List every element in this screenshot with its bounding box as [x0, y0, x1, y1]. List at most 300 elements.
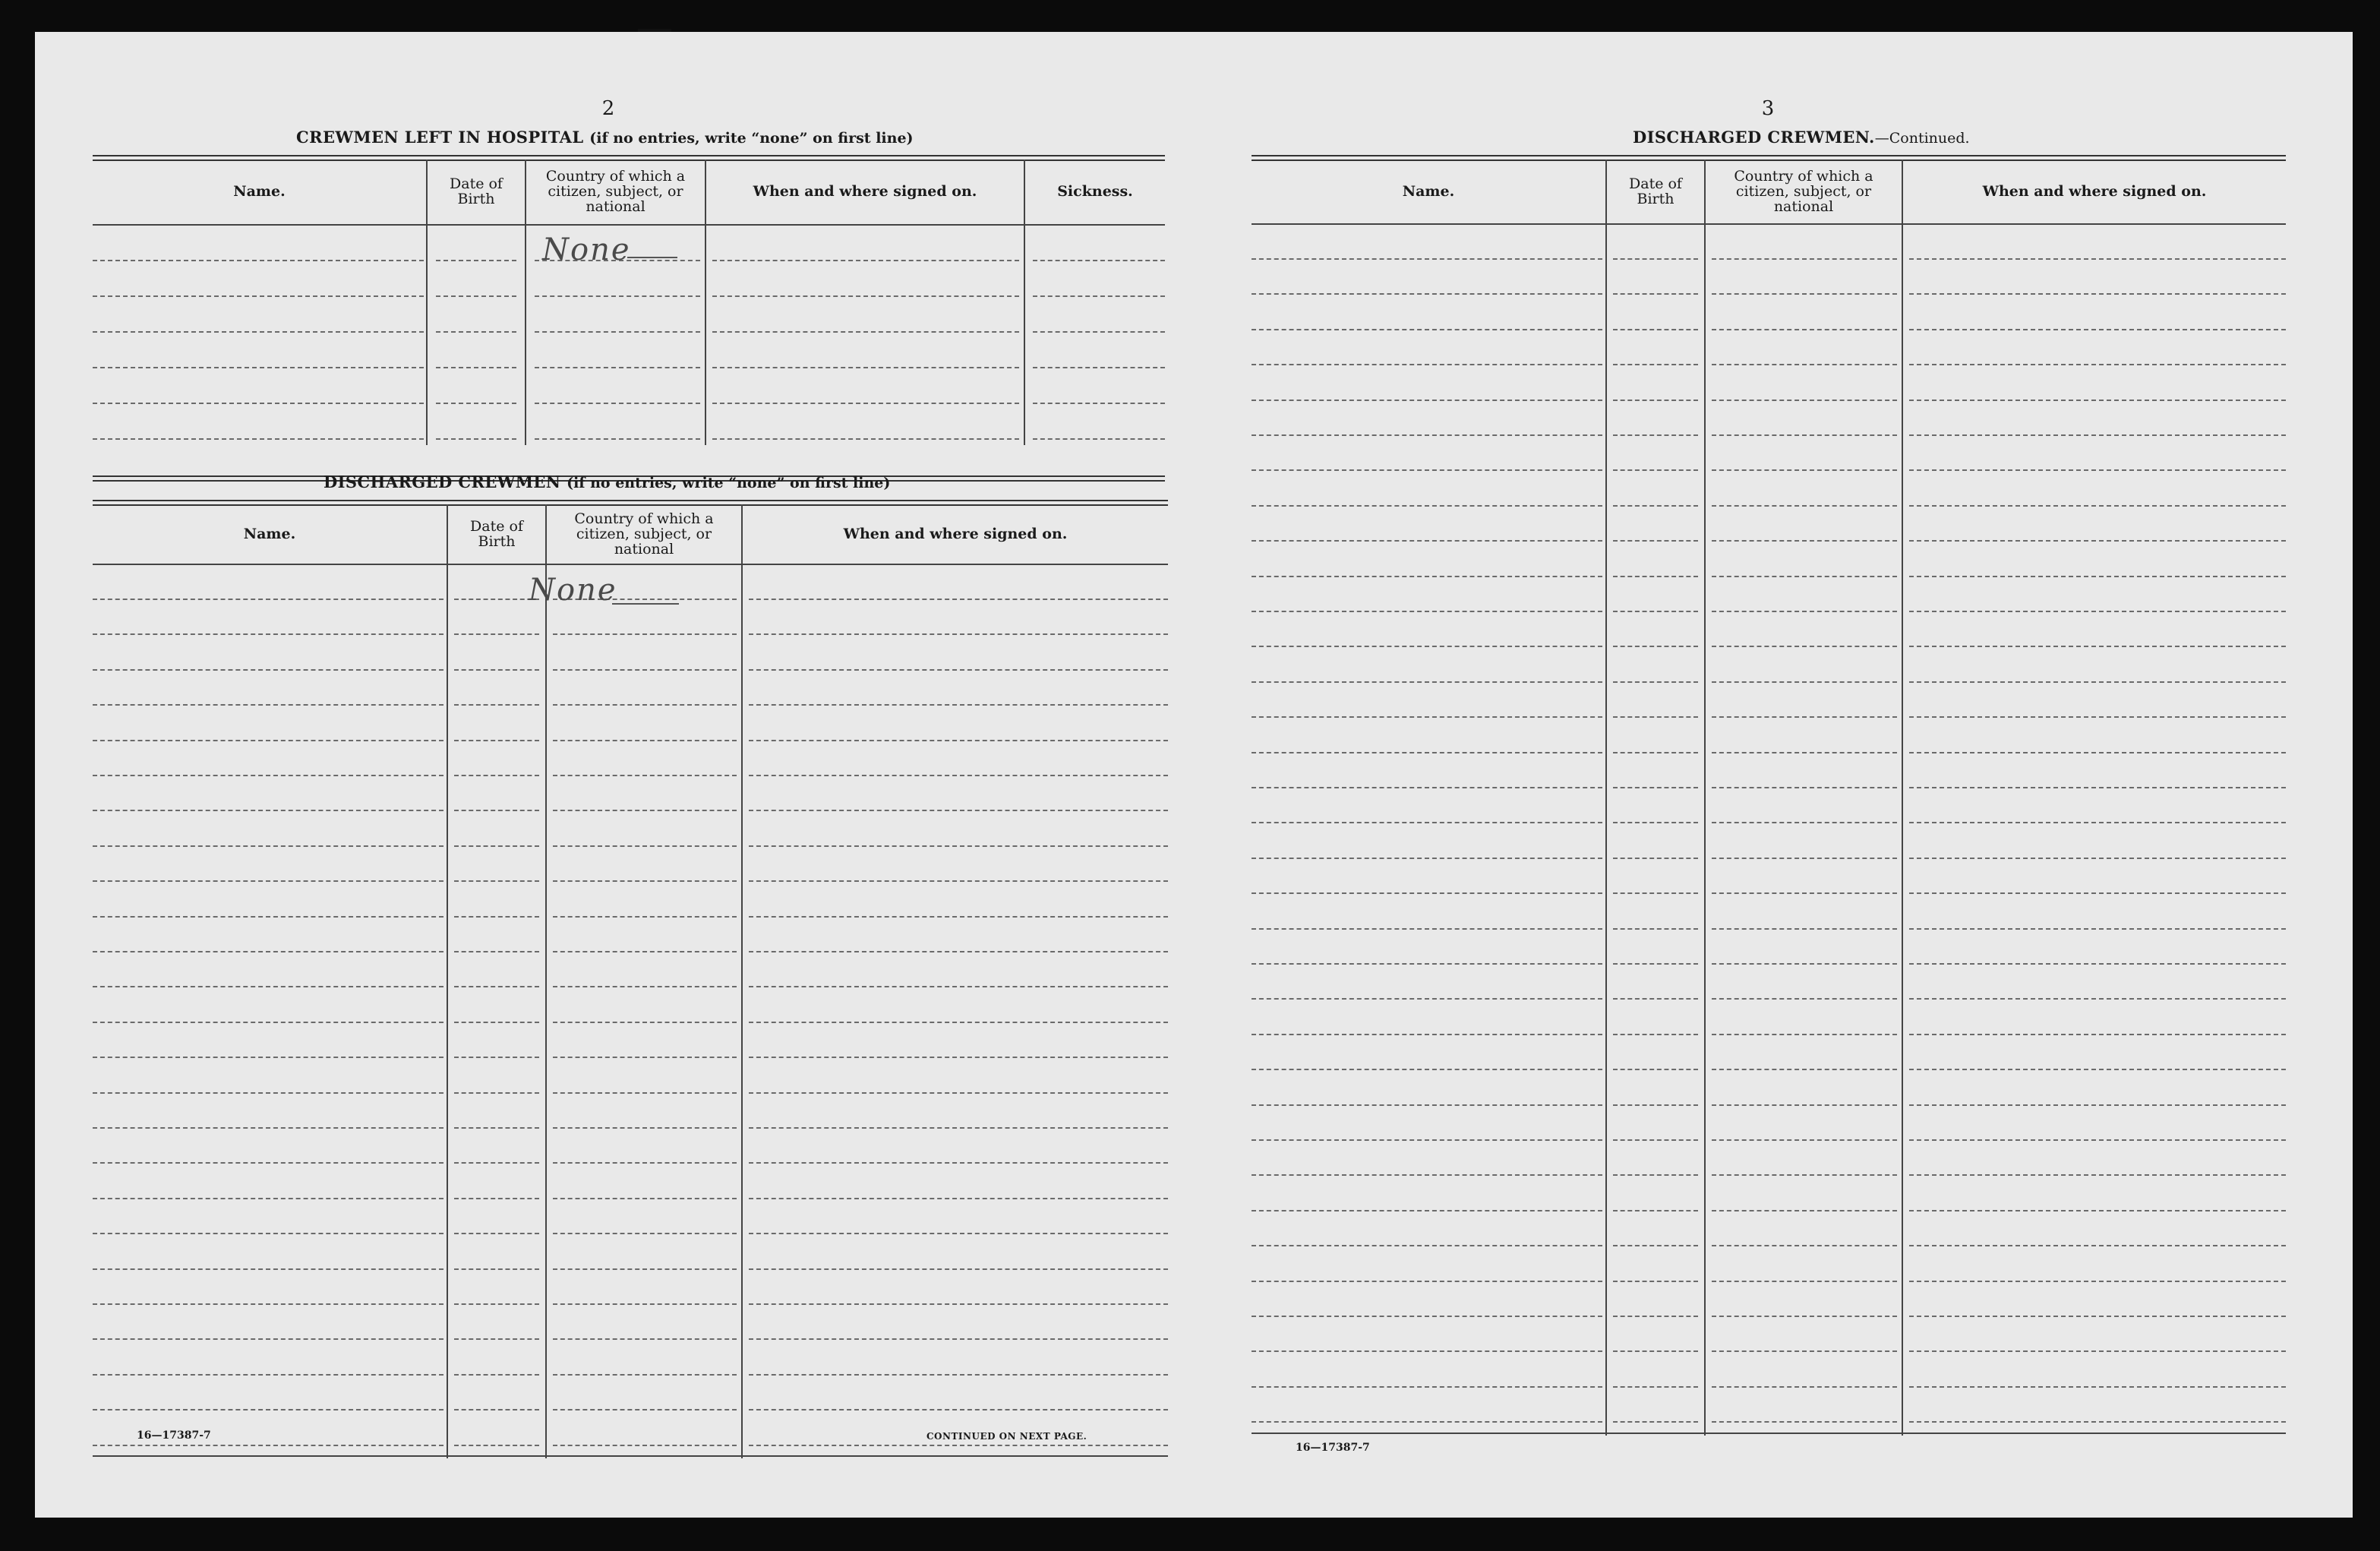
ruled-line — [93, 916, 443, 918]
ruled-line — [93, 704, 443, 706]
ruled-line — [749, 1445, 1168, 1446]
ruled-line — [1909, 1104, 2286, 1106]
ruled-line — [454, 599, 539, 600]
ruled-line — [1613, 928, 1698, 930]
ruled-line — [749, 740, 1168, 741]
ruled-line — [553, 916, 737, 918]
ruled-line — [712, 403, 1019, 404]
ruled-line — [454, 1338, 539, 1340]
page-number-left: 2 — [601, 97, 615, 120]
ruled-line — [553, 1127, 737, 1129]
ruled-line — [454, 1198, 539, 1199]
ruled-line — [1909, 787, 2286, 788]
ruled-line — [553, 1162, 737, 1164]
ruled-line — [1712, 1069, 1897, 1070]
ruled-line — [1712, 434, 1897, 436]
ruled-line — [1613, 329, 1698, 330]
ruled-line — [454, 845, 539, 847]
continued-label: —Continued. — [1874, 130, 1970, 147]
ruled-line — [454, 951, 539, 952]
ruled-line — [1613, 1104, 1698, 1106]
col-header-date-of-birth: Date of Birth — [470, 518, 523, 550]
ruled-line — [749, 810, 1168, 811]
ruled-line — [553, 1198, 737, 1199]
ruled-line — [749, 1233, 1168, 1234]
continued-on-next-page: CONTINUED ON NEXT PAGE. — [926, 1431, 1087, 1442]
ruled-line — [454, 669, 539, 671]
ruled-line — [749, 951, 1168, 952]
ruled-line — [1712, 1421, 1897, 1423]
column-divider — [545, 504, 547, 1458]
header-rule — [93, 564, 1168, 565]
ruled-line — [553, 669, 737, 671]
column-divider — [741, 504, 743, 1458]
ruled-line — [436, 367, 516, 368]
ruled-line — [749, 599, 1168, 600]
ruled-line — [93, 810, 443, 811]
ruled-line — [1252, 1069, 1602, 1070]
ruled-line — [553, 633, 737, 635]
ruled-line — [1712, 258, 1897, 260]
left-page — [35, 32, 1194, 1518]
col-header-date-of-birth: Date of Birth — [450, 175, 503, 207]
ruled-line — [1613, 752, 1698, 753]
ruled-line — [749, 669, 1168, 671]
hospital-section-title — [296, 128, 914, 147]
ruled-line — [1252, 1034, 1602, 1035]
ruled-line — [454, 986, 539, 987]
ruled-line — [1909, 293, 2286, 295]
ruled-line — [712, 438, 1019, 440]
col-header-name: Name. — [1402, 183, 1455, 200]
ruled-line — [1613, 858, 1698, 859]
discharged-section-title — [324, 472, 890, 491]
ruled-line — [436, 403, 516, 404]
header-rule — [1252, 223, 2286, 225]
ruled-line — [93, 1268, 443, 1270]
ruled-line — [1712, 293, 1897, 295]
ruled-line — [1033, 438, 1165, 440]
ruled-line — [1712, 787, 1897, 788]
ruled-line — [1613, 998, 1698, 1000]
ruled-line — [1613, 1069, 1698, 1070]
ruled-line — [1712, 364, 1897, 365]
ruled-line — [1909, 1386, 2286, 1388]
ruled-line — [749, 1374, 1168, 1376]
ruled-line — [1909, 258, 2286, 260]
form-paper — [35, 32, 2353, 1518]
ruled-line — [1252, 469, 1602, 471]
ruled-line — [93, 1092, 443, 1094]
discharged-none-entry: None — [529, 573, 617, 608]
ruled-line — [1712, 1174, 1897, 1176]
ruled-line — [454, 1127, 539, 1129]
ruled-line — [1033, 295, 1165, 297]
col-header-name: Name. — [243, 526, 296, 542]
ruled-line — [1613, 1034, 1698, 1035]
ruled-line — [93, 1445, 443, 1446]
ruled-line — [1712, 505, 1897, 507]
ruled-line — [749, 916, 1168, 918]
ruled-line — [1712, 716, 1897, 718]
ruled-line — [1712, 1104, 1897, 1106]
handwriting-tail — [612, 603, 679, 605]
hospital-table — [93, 155, 1165, 483]
ruled-line — [1909, 611, 2286, 612]
ruled-line — [1252, 258, 1602, 260]
ruled-line — [1252, 329, 1602, 330]
ruled-line — [93, 669, 443, 671]
ruled-line — [1712, 928, 1897, 930]
col-header-country: Country of which a citizen, subject, or national — [574, 510, 714, 558]
ruled-line — [1613, 1139, 1698, 1141]
hospital-title-text: CREWMEN LEFT IN HOSPITAL — [296, 128, 584, 147]
ruled-line — [454, 1057, 539, 1058]
ruled-line — [454, 880, 539, 882]
ruled-line — [1252, 505, 1602, 507]
hospital-none-entry: None — [542, 232, 631, 267]
ruled-line — [749, 1409, 1168, 1410]
ruled-line — [553, 1233, 737, 1234]
ruled-line — [454, 1374, 539, 1376]
col-header-country: Country of which a citizen, subject, or national — [545, 168, 686, 215]
ruled-line — [454, 704, 539, 706]
ruled-line — [1909, 822, 2286, 823]
ruled-line — [1712, 752, 1897, 753]
ruled-line — [454, 1022, 539, 1023]
ruled-line — [93, 295, 424, 297]
ruled-line — [1909, 716, 2286, 718]
ruled-line — [1613, 576, 1698, 577]
ruled-line — [454, 1162, 539, 1164]
table-bottom-rule — [1252, 1433, 2286, 1434]
ruled-line — [1613, 505, 1698, 507]
ruled-line — [1252, 1104, 1602, 1106]
ruled-line — [1909, 681, 2286, 683]
ruled-line — [454, 1445, 539, 1446]
ruled-line — [1613, 1245, 1698, 1246]
ruled-line — [1613, 892, 1698, 894]
ruled-line — [749, 1022, 1168, 1023]
ruled-line — [93, 951, 443, 952]
ruled-line — [553, 740, 737, 741]
ruled-line — [553, 1374, 737, 1376]
ruled-line — [1252, 716, 1602, 718]
col-header-sickness: Sickness. — [1057, 183, 1133, 200]
ruled-line — [535, 295, 700, 297]
ruled-line — [749, 1127, 1168, 1129]
ruled-line — [1909, 1350, 2286, 1352]
ruled-line — [454, 775, 539, 776]
ruled-line — [1252, 892, 1602, 894]
ruled-line — [1909, 400, 2286, 401]
ruled-line — [93, 1127, 443, 1129]
ruled-line — [436, 331, 516, 333]
ruled-line — [1252, 576, 1602, 577]
ruled-line — [553, 1303, 737, 1305]
ruled-line — [93, 1303, 443, 1305]
ruled-line — [1252, 1245, 1602, 1246]
ruled-line — [749, 986, 1168, 987]
column-divider — [1902, 160, 1903, 1436]
ruled-line — [1252, 963, 1602, 965]
ruled-line — [1613, 716, 1698, 718]
ruled-line — [1613, 1350, 1698, 1352]
ruled-line — [1613, 646, 1698, 647]
ruled-line — [553, 845, 737, 847]
ruled-line — [1712, 1245, 1897, 1246]
ruled-line — [535, 331, 700, 333]
hospital-instruction: (if no entries, write “none” on first line) — [589, 130, 914, 147]
ruled-line — [1712, 1316, 1897, 1317]
ruled-line — [749, 1162, 1168, 1164]
ruled-line — [749, 1198, 1168, 1199]
ruled-line — [1712, 681, 1897, 683]
ruled-line — [1613, 611, 1698, 612]
table-bottom-rule — [93, 1455, 1168, 1457]
ruled-line — [93, 1198, 443, 1199]
ruled-line — [1712, 1139, 1897, 1141]
ruled-line — [1712, 646, 1897, 647]
discharged-table — [93, 500, 1168, 1458]
ruled-line — [1033, 260, 1165, 261]
discharged-continued-title — [1633, 128, 1970, 147]
ruled-line — [93, 1409, 443, 1410]
ruled-line — [454, 1092, 539, 1094]
ruled-line — [1712, 1281, 1897, 1282]
ruled-line — [1613, 681, 1698, 683]
ruled-line — [553, 951, 737, 952]
ruled-line — [454, 1233, 539, 1234]
ruled-line — [749, 704, 1168, 706]
ruled-line — [454, 1303, 539, 1305]
discharged-continued-table — [1252, 155, 2286, 1448]
ruled-line — [93, 986, 443, 987]
ruled-line — [93, 1057, 443, 1058]
ruled-line — [1613, 540, 1698, 542]
ruled-line — [1613, 258, 1698, 260]
ruled-line — [553, 1022, 737, 1023]
form-number-right: 16—17387-7 — [1296, 1442, 1370, 1454]
ruled-line — [1252, 1174, 1602, 1176]
ruled-line — [1712, 576, 1897, 577]
ruled-line — [1252, 434, 1602, 436]
ruled-line — [1613, 400, 1698, 401]
ruled-line — [436, 438, 516, 440]
ruled-line — [1613, 469, 1698, 471]
ruled-line — [1909, 1281, 2286, 1282]
ruled-line — [93, 1338, 443, 1340]
ruled-line — [1909, 329, 2286, 330]
ruled-line — [93, 331, 424, 333]
right-page — [1194, 32, 2353, 1518]
handwriting-tail — [627, 257, 677, 258]
ruled-line — [1033, 367, 1165, 368]
ruled-line — [1909, 646, 2286, 647]
ruled-line — [1712, 822, 1897, 823]
ruled-line — [553, 1338, 737, 1340]
ruled-line — [1909, 434, 2286, 436]
ruled-line — [553, 810, 737, 811]
col-header-when-where: When and where signed on. — [843, 526, 1068, 542]
ruled-line — [553, 880, 737, 882]
ruled-line — [1909, 928, 2286, 930]
ruled-line — [1252, 928, 1602, 930]
ruled-line — [93, 403, 424, 404]
ruled-line — [1909, 1139, 2286, 1141]
ruled-line — [749, 1057, 1168, 1058]
ruled-line — [1909, 858, 2286, 859]
ruled-line — [93, 1233, 443, 1234]
ruled-line — [749, 633, 1168, 635]
ruled-line — [749, 845, 1168, 847]
ruled-line — [712, 260, 1019, 261]
ruled-line — [1712, 400, 1897, 401]
ruled-line — [1252, 822, 1602, 823]
ruled-line — [93, 1022, 443, 1023]
form-number-left: 16—17387-7 — [137, 1429, 211, 1442]
ruled-line — [749, 1092, 1168, 1094]
ruled-line — [1712, 998, 1897, 1000]
ruled-line — [1613, 293, 1698, 295]
column-divider — [447, 504, 448, 1458]
ruled-line — [454, 1268, 539, 1270]
ruled-line — [1712, 469, 1897, 471]
ruled-line — [436, 260, 516, 261]
ruled-line — [749, 880, 1168, 882]
ruled-line — [93, 775, 443, 776]
ruled-line — [1909, 998, 2286, 1000]
col-header-when-where: When and where signed on. — [753, 183, 977, 200]
ruled-line — [1909, 963, 2286, 965]
ruled-line — [712, 331, 1019, 333]
ruled-line — [1252, 611, 1602, 612]
ruled-line — [1613, 1316, 1698, 1317]
ruled-line — [1909, 505, 2286, 507]
ruled-line — [454, 1409, 539, 1410]
ruled-line — [1909, 469, 2286, 471]
ruled-line — [1252, 1421, 1602, 1423]
ruled-line — [1909, 1034, 2286, 1035]
ruled-line — [1252, 1139, 1602, 1141]
ruled-line — [749, 775, 1168, 776]
ruled-line — [436, 295, 516, 297]
ruled-line — [1613, 963, 1698, 965]
ruled-line — [553, 1268, 737, 1270]
ruled-line — [1613, 787, 1698, 788]
ruled-line — [535, 367, 700, 368]
ruled-line — [1712, 892, 1897, 894]
ruled-line — [454, 916, 539, 918]
column-divider — [1704, 160, 1706, 1436]
ruled-line — [1252, 540, 1602, 542]
discharged-instruction: (if no entries, write “none” on first line) — [567, 475, 891, 491]
ruled-line — [749, 1303, 1168, 1305]
ruled-line — [1613, 1281, 1698, 1282]
discharged-continued-text: DISCHARGED CREWMEN. — [1633, 128, 1875, 147]
ruled-line — [1909, 1069, 2286, 1070]
ruled-line — [1252, 1386, 1602, 1388]
header-rule — [93, 224, 1165, 226]
ruled-line — [93, 599, 443, 600]
ruled-line — [1252, 787, 1602, 788]
ruled-line — [1252, 364, 1602, 365]
ruled-line — [1613, 364, 1698, 365]
ruled-line — [1712, 963, 1897, 965]
ruled-line — [1613, 1174, 1698, 1176]
ruled-line — [1252, 400, 1602, 401]
ruled-line — [1613, 822, 1698, 823]
ruled-line — [1252, 681, 1602, 683]
ruled-line — [1909, 1210, 2286, 1211]
ruled-line — [93, 633, 443, 635]
ruled-line — [1252, 1210, 1602, 1211]
ruled-line — [1909, 1316, 2286, 1317]
col-header-when-where: When and where signed on. — [1982, 183, 2207, 200]
ruled-line — [1613, 1386, 1698, 1388]
ruled-line — [1252, 646, 1602, 647]
col-header-name: Name. — [233, 183, 286, 200]
ruled-line — [1033, 403, 1165, 404]
ruled-line — [93, 1374, 443, 1376]
ruled-line — [1252, 293, 1602, 295]
ruled-line — [535, 403, 700, 404]
ruled-line — [749, 1338, 1168, 1340]
ruled-line — [1252, 1316, 1602, 1317]
ruled-line — [1909, 1421, 2286, 1423]
ruled-line — [553, 1409, 737, 1410]
ruled-line — [1909, 1245, 2286, 1246]
col-header-country: Country of which a citizen, subject, or national — [1734, 168, 1873, 215]
ruled-line — [93, 880, 443, 882]
ruled-line — [712, 295, 1019, 297]
ruled-line — [1909, 752, 2286, 753]
ruled-line — [712, 367, 1019, 368]
ruled-line — [749, 1268, 1168, 1270]
column-divider — [1605, 160, 1607, 1436]
ruled-line — [454, 740, 539, 741]
ruled-line — [1712, 1034, 1897, 1035]
ruled-line — [1712, 1350, 1897, 1352]
ruled-line — [1252, 998, 1602, 1000]
ruled-line — [1909, 892, 2286, 894]
ruled-line — [1252, 752, 1602, 753]
ruled-line — [553, 775, 737, 776]
ruled-line — [553, 704, 737, 706]
ruled-line — [553, 1092, 737, 1094]
ruled-line — [1613, 1210, 1698, 1211]
ruled-line — [1252, 1350, 1602, 1352]
page-number-right: 3 — [1761, 97, 1775, 120]
ruled-line — [93, 367, 424, 368]
ruled-line — [553, 986, 737, 987]
ruled-line — [1712, 540, 1897, 542]
ruled-line — [454, 810, 539, 811]
ruled-line — [553, 1057, 737, 1058]
ruled-line — [93, 740, 443, 741]
ruled-line — [1613, 1421, 1698, 1423]
ruled-line — [93, 438, 424, 440]
ruled-line — [1909, 364, 2286, 365]
ruled-line — [1909, 540, 2286, 542]
ruled-line — [1613, 434, 1698, 436]
ruled-line — [1033, 331, 1165, 333]
ruled-line — [1909, 576, 2286, 577]
ruled-line — [1712, 329, 1897, 330]
ruled-line — [535, 438, 700, 440]
ruled-line — [1909, 1174, 2286, 1176]
ruled-line — [1252, 1281, 1602, 1282]
